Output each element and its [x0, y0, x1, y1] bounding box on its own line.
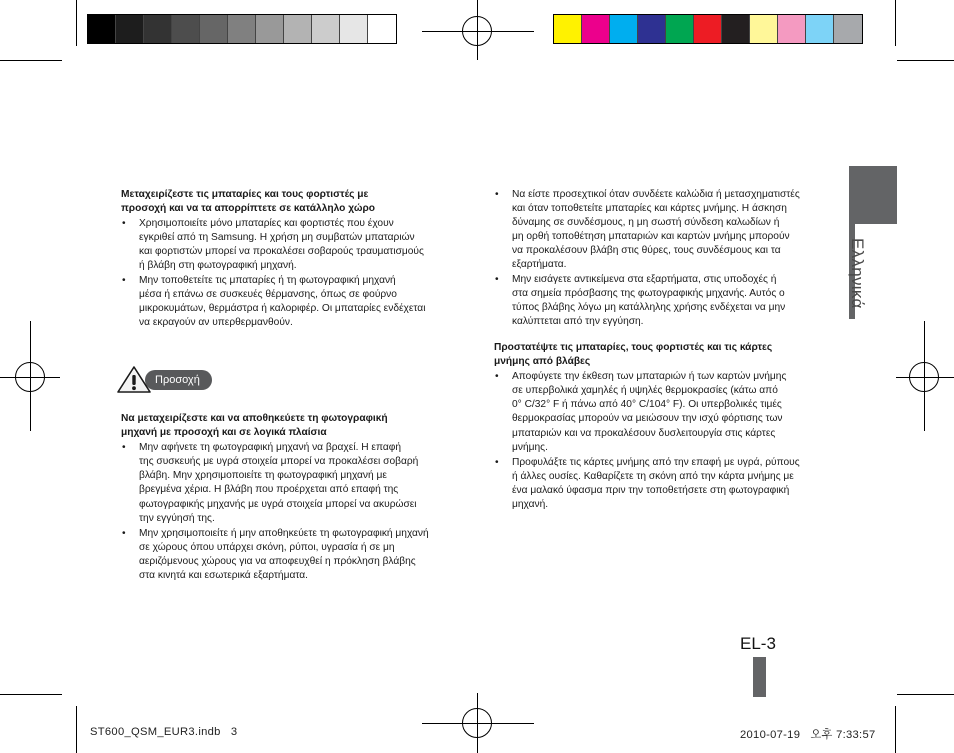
battery-protection-heading: Προστατέψτε τις μπαταρίες, τους φορτιστές και τις κάρτες μνήμης από βλάβες [494, 342, 773, 368]
left-column-lower [121, 412, 466, 583]
color-swatch [806, 15, 834, 43]
color-swatch [144, 15, 172, 43]
color-swatch [368, 15, 396, 43]
color-swatch [582, 15, 610, 43]
list-item: • Μην εισάγετε αντικείμενα στα εξαρτήματα, στις υποδοχές ή στα σημεία πρόσβασης της φωτογραφικής μηχανής. Αυτός ο τύπος βλάβης λόγω μη κατάλληλης χρήσης ενδέχεται να μην καλύπτεται από την εγγύηση. [494, 273, 839, 329]
list-item: • Μην τοποθετείτε τις μπαταρίες ή τη φωτογραφική μηχανή μέσα ή επάνω σε συσκευές θέρμανσης, όπως σε φούρνο μικροκυμάτων, θερμάστρα ή καλοριφέρ. Οι μπαταρίες ενδέχεται να εκραγούν αν υπερθερμανθούν. [121, 274, 466, 330]
color-swatch [340, 15, 368, 43]
left-column [121, 188, 466, 330]
list-item: • Προφυλάξτε τις κάρτες μνήμης από την επαφή με υγρά, ρύπους ή άλλες ουσίες. Καθαρίζετε τη σκόνη από την κάρτα μνήμης με ένα μαλακό ύφασμα πριν την τοποθετήσετε στη φωτογραφική μηχανή. [494, 456, 839, 512]
color-swatch [834, 15, 862, 43]
page-number: EL-3 [740, 634, 776, 653]
color-swatch [312, 15, 340, 43]
color-swatch [88, 15, 116, 43]
warning-icon [117, 366, 151, 393]
list-item: • Μην αφήνετε τη φωτογραφική μηχανή να βραχεί. Η επαφή της συσκευής με υγρά στοιχεία μπορεί να προκαλέσει σοβαρή βλάβη. Μην χρησιμοποιείτε τη φωτογραφική μηχανή με βρεγμένα χέρια. Η βλάβη που προέρχεται από επαφή της φωτογραφικής μηχανής με υγρά στοιχεία μπορεί να ακυρώσει την εγγύησή της. [121, 441, 466, 526]
color-swatch [722, 15, 750, 43]
color-swatch [228, 15, 256, 43]
color-swatch [666, 15, 694, 43]
language-tab-block [849, 166, 897, 224]
list-item: • Αποφύγετε την έκθεση των μπαταριών ή των καρτών μνήμης σε υπερβολικά χαμηλές ή υψηλές θερμοκρασίες (κάτω από 0° C/32° F ή πάνω από 40° C/104° F). Οι υπερβολικές τιμές θερμοκρασίας μπορούν να μειώσουν την ισχύ φόρτισης των μπαταριών και να προκαλέσουν δυσλειτουργία στις κάρτες μνήμης. [494, 370, 839, 455]
page-number-bar [753, 657, 766, 697]
color-swatch [284, 15, 312, 43]
battery-handling-list [121, 217, 466, 330]
color-swatch [750, 15, 778, 43]
camera-handling-list [121, 441, 466, 583]
color-swatch [778, 15, 806, 43]
right-column [494, 188, 839, 329]
color-swatch [172, 15, 200, 43]
color-swatch [610, 15, 638, 43]
color-swatch [554, 15, 582, 43]
color-swatch [694, 15, 722, 43]
list-item: • Χρησιμοποιείτε μόνο μπαταρίες και φορτιστές που έχουν εγκριθεί από τη Samsung. Η χρήση μη συμβατών μπαταριών και φορτιστών μπορεί να προκαλέσει σοβαρούς τραυματισμούς ή βλάβη στη φωτογραφική μηχανή. [121, 217, 466, 273]
battery-protection-list [494, 370, 839, 512]
process-color-bar [553, 14, 863, 44]
right-column-lower [494, 341, 839, 512]
slug-filename: ST600_QSM_EUR3.indb 3 [90, 726, 238, 738]
list-item: • Μην χρησιμοποιείτε ή μην αποθηκεύετε τη φωτογραφική μηχανή σε χώρους όπου υπάρχει σκόνη, ρύποι, υγρασία ή σε μη αεριζόμενους χώρους για να αποφευχθεί η πρόκληση βλάβης στα κινητά και εσωτερικά εξαρτήματα. [121, 527, 466, 583]
color-swatch [256, 15, 284, 43]
camera-handling-heading: Να μεταχειρίζεστε και να αποθηκεύετε τη φωτογραφική μηχανή με προσοχή και σε λογικά πλαίσια [121, 413, 388, 439]
color-swatch [638, 15, 666, 43]
grayscale-color-bar [87, 14, 397, 44]
caution-label: Προσοχή [145, 370, 212, 390]
language-tab-label: Ελληνικά [848, 238, 867, 309]
connection-care-list [494, 188, 839, 329]
color-swatch [116, 15, 144, 43]
list-item: • Να είστε προσεχτικοί όταν συνδέετε καλώδια ή μετασχηματιστές και όταν τοποθετείτε μπαταρίες και κάρτες μνήμης. Η άσκηση δύναμης σε συνδέσμους, η μη σωστή σύνδεση καλωδίων ή μη ορθή τοποθέτηση μπαταριών και καρτών μνήμης μπορούν να προκαλέσουν βλάβη στις θύρες, τους συνδέσμους και τα εξαρτήματα. [494, 188, 839, 273]
battery-handling-heading: Μεταχειρίζεστε τις μπαταρίες και τους φορτιστές με προσοχή και να τα απορρίπτετε σε κατάλληλο χώρο [121, 189, 375, 215]
slug-timestamp: 2010-07-19 오후 7:33:57 [740, 729, 876, 741]
color-swatch [200, 15, 228, 43]
